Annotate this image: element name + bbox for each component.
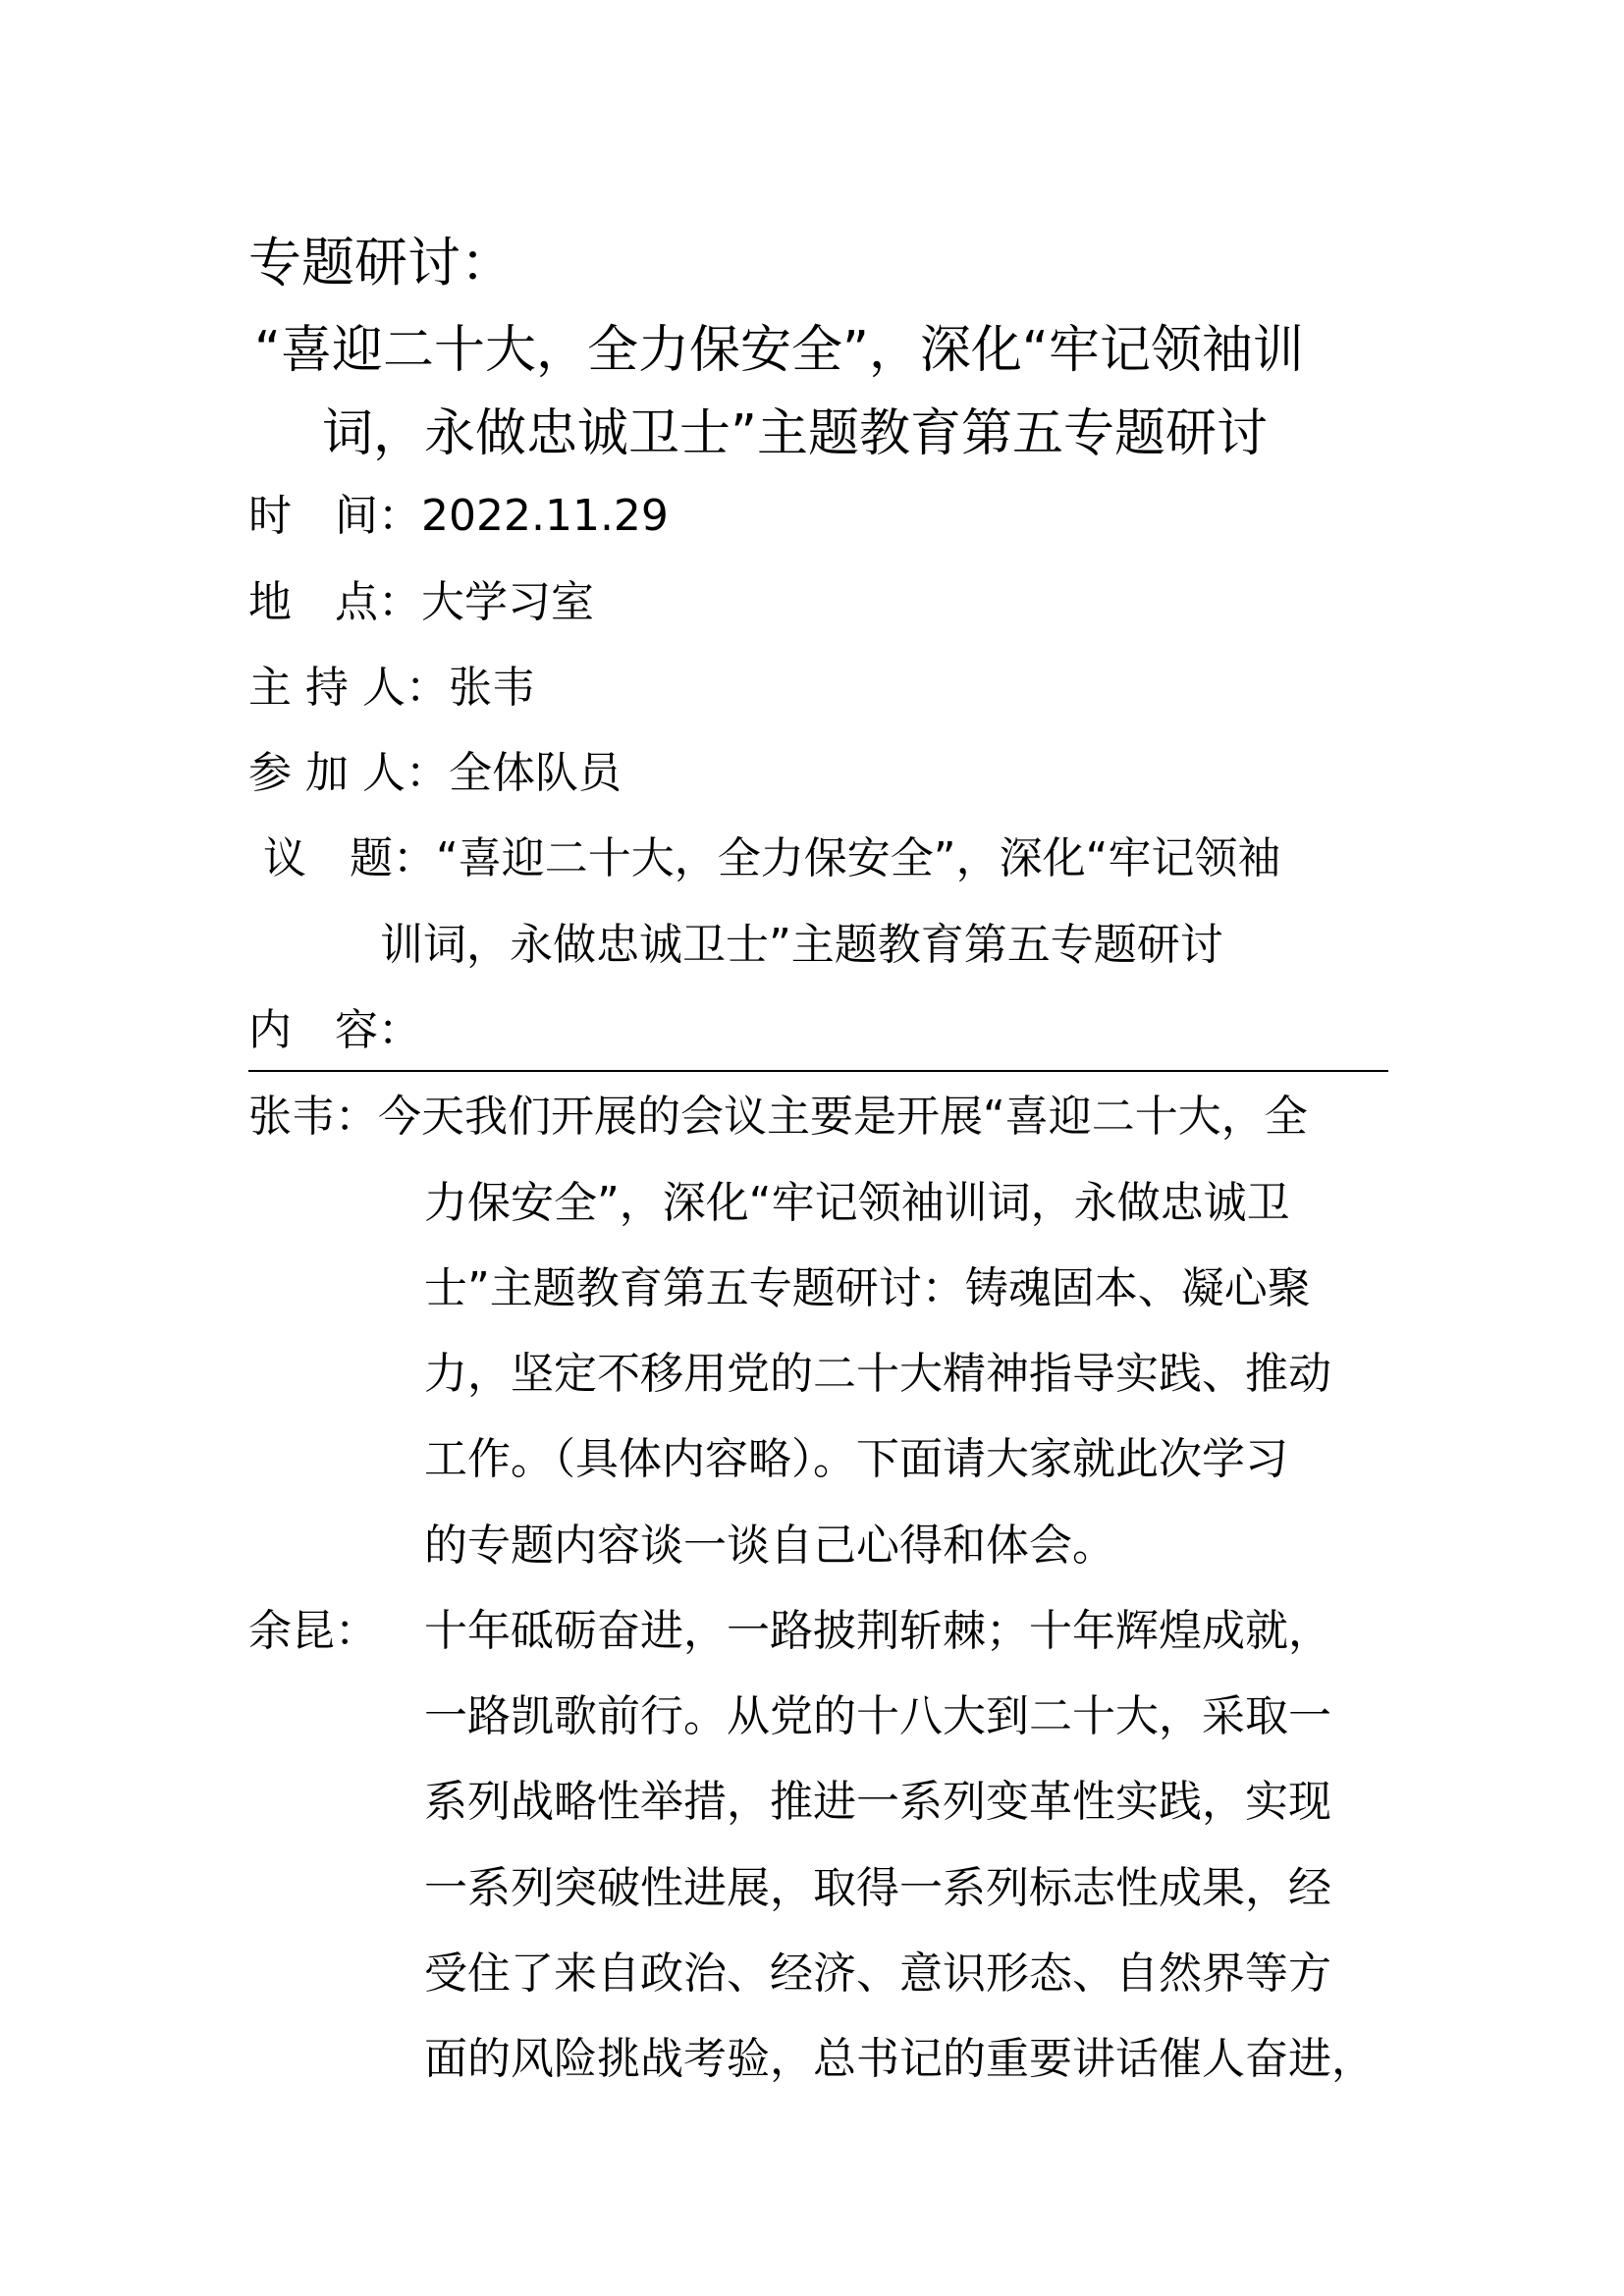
speech-line: 一路凯歌前行。从党的十八大到二十大，采取一 — [424, 1691, 1331, 1741]
doc-title: 专题研讨： — [248, 232, 514, 294]
info-topic-cont: 训词，永做忠诚卫士”主题教育第五专题研讨 — [380, 920, 1223, 970]
info-time: 时 间：2022.11.29 — [248, 491, 669, 541]
speech-line: 士”主题教育第五专题研讨：铸魂固本、凝心聚 — [424, 1263, 1311, 1313]
speech-line: 一系列突破性进展，取得一系列标志性成果，经 — [424, 1863, 1331, 1913]
speech-line: 力保安全”，深化“牢记领袖训词，永做忠诚卫 — [424, 1178, 1290, 1228]
info-host: 主 持 人：张韦 — [248, 663, 535, 713]
speech-line: 力，坚定不移用党的二十大精神指导实践、推动 — [424, 1349, 1331, 1399]
info-topic: 议 题：“喜迎二十大，全力保安全”，深化“牢记领袖 — [263, 833, 1281, 883]
speech-line: 的专题内容谈一谈自己心得和体会。 — [424, 1521, 1115, 1571]
speech-line: 面的风险挑战考验，总书记的重要讲话催人奋进， — [424, 2034, 1375, 2084]
info-attendees: 参 加 人：全体队员 — [248, 748, 622, 798]
info-place: 地 点：大学习室 — [248, 577, 594, 627]
info-content-label: 内 容： — [248, 1005, 421, 1055]
speech-line: 十年砥砺奋进，一路披荆斩棘；十年辉煌成就， — [424, 1606, 1331, 1656]
speech-line: 系列战略性举措，推进一系列变革性实践，实现 — [424, 1777, 1331, 1827]
heading-line: 词，永做忠诚卫士”主题教育第五专题研讨 — [322, 404, 1268, 463]
speech-line: 受住了来自政治、经济、意识形态、自然界等方 — [424, 1949, 1331, 1999]
divider — [248, 1070, 1388, 1072]
speech-line: 工作。（具体内容略）。下面请大家就此次学习 — [424, 1434, 1288, 1484]
heading-line: “喜迎二十大，全力保安全”，深化“牢记领袖训 — [254, 321, 1304, 380]
speaker-name: 张韦： — [248, 1092, 378, 1142]
speaker-name: 余昆： — [248, 1606, 378, 1656]
speech-line: 今天我们开展的会议主要是开展“喜迎二十大，全 — [378, 1092, 1308, 1142]
